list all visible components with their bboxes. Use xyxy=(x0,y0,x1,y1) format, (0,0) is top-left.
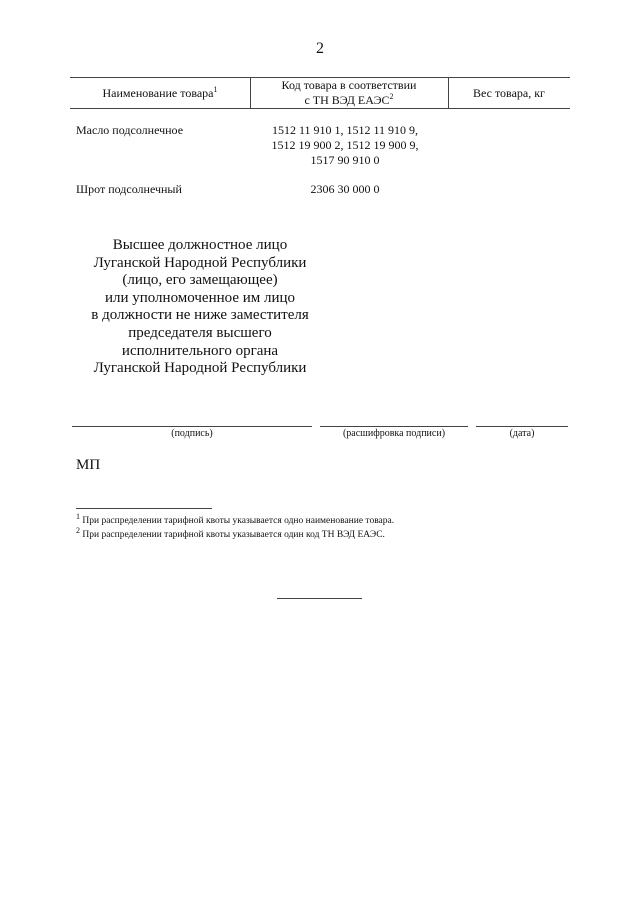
official-title-line: Луганской Народной Республики xyxy=(93,360,307,377)
header-goods-code: Код товара в соответствии с ТН ВЭД ЕАЭС$^2$ xyxy=(281,78,417,107)
signature-decoding-caption: (расшифровка подписи) xyxy=(342,428,446,439)
table-header-bottom-border xyxy=(70,108,570,109)
header-goods-weight: Вес товара, кг xyxy=(473,86,545,100)
signature-decoding-line xyxy=(320,426,468,427)
row-goods-name: Шрот подсолнечный xyxy=(76,182,182,196)
official-title-line: Высшее должностное лицо xyxy=(112,237,288,253)
row-goods-name: Масло подсолнечное xyxy=(76,123,184,137)
official-title-line: в должности не ниже заместителя xyxy=(91,307,309,324)
date-line xyxy=(476,426,568,427)
official-title-line: председателя высшего xyxy=(128,324,272,341)
signature-line xyxy=(72,426,312,427)
official-title-line: (лицо, его замещающее) xyxy=(122,272,278,289)
official-title-line: Луганской Народной Республики xyxy=(93,254,307,271)
official-title-line: исполнительного органа xyxy=(121,342,279,359)
official-title-line: или уполномоченное им лицо xyxy=(104,289,296,306)
document-end-line xyxy=(277,598,362,599)
row-goods-code: 1512 11 910 1, 1512 11 910 9, 1512 19 900 2, 1512 19 900 9, 1517 90 910 0 xyxy=(271,123,419,167)
page-number: 2 xyxy=(316,40,324,57)
footnote-separator xyxy=(76,508,212,509)
header-goods-name: Наименование товара$^1$ xyxy=(102,85,218,100)
official-title-block xyxy=(60,237,340,378)
row-goods-code: 2306 30 000 0 xyxy=(310,182,380,196)
stamp-place-label: МП xyxy=(76,457,101,473)
signature-caption: (подпись) xyxy=(171,428,213,439)
footnote: $^2$ При распределении тарифной квоты указывается один код ТН ВЭД ЕАЭС. xyxy=(76,525,385,540)
footnote: $^1$ При распределении тарифной квоты указывается одно наименование товара. xyxy=(76,511,395,526)
date-caption: (дата) xyxy=(509,428,535,439)
